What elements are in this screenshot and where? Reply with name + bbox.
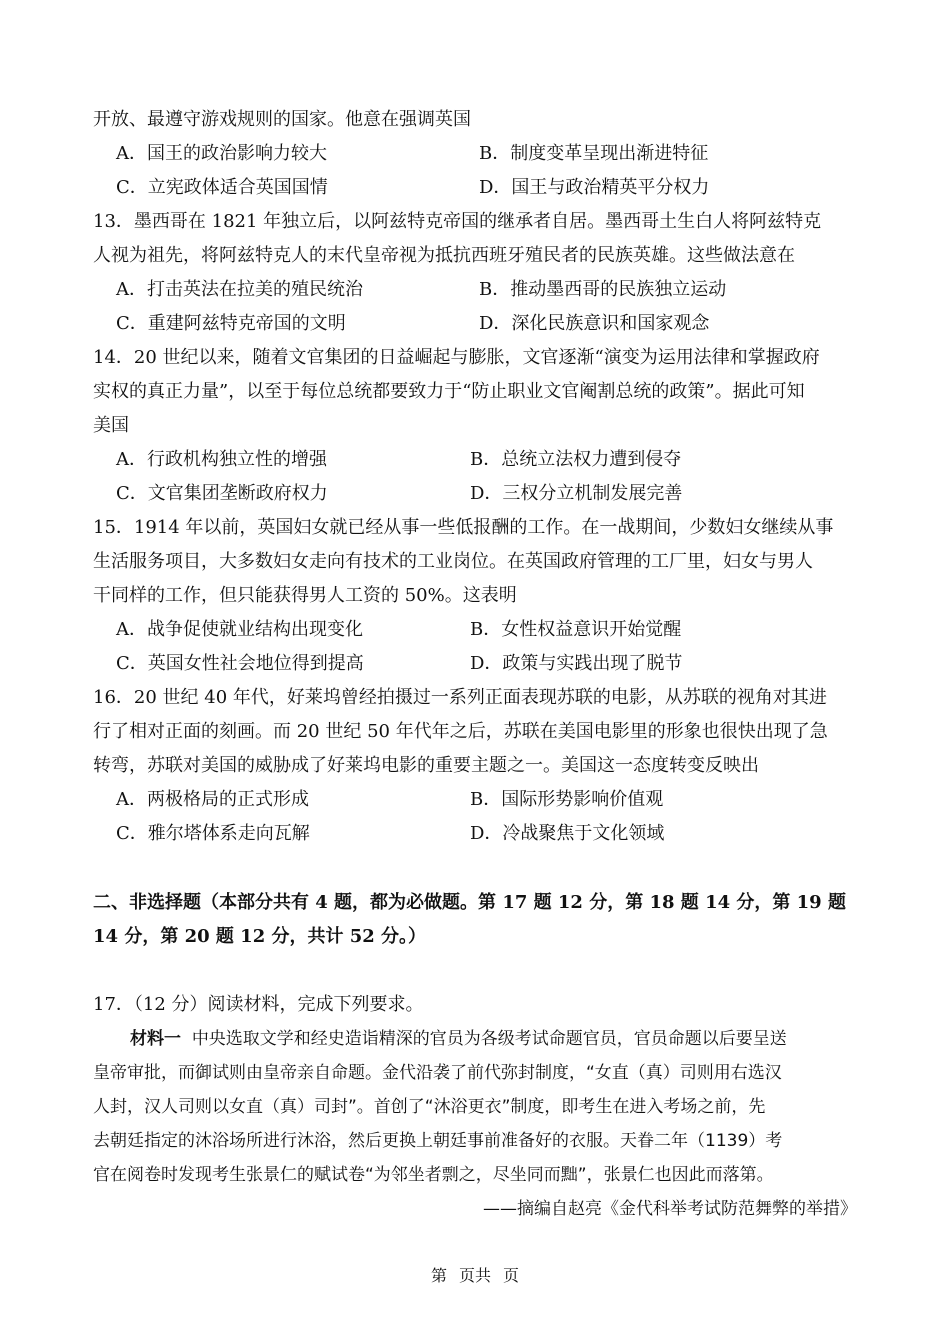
q13-stem-line2: 人视为祖先，将阿兹特克人的末代皇帝视为抵抗西班牙殖民者的民族英雄。这些做法意在 — [93, 245, 795, 266]
q16-option-c: C．雅尔塔体系走向瓦解 — [116, 823, 310, 844]
q13-option-d: D．深化民族意识和国家观念 — [479, 313, 710, 334]
section2-desc-line1: （本部分共有 4 题，都为必做题。第 17 题 12 分，第 18 题 14 分，第 19 题 — [201, 892, 846, 913]
q12-option-b: B．制度变革呈现出渐进特征 — [479, 143, 709, 164]
q13-option-b: B．推动墨西哥的民族独立运动 — [479, 279, 727, 300]
q15-option-d: D．政策与实践出现了脱节 — [470, 653, 683, 674]
q16-option-b: B．国际形势影响价值观 — [470, 789, 664, 810]
q17-material-text1: 中央选取文学和经史造诣精深的官员为各级考试命题官员，官员命题以后要呈送 — [191, 1029, 787, 1049]
page-footer — [0, 1266, 950, 1286]
q17-intro: 17．（12 分）阅读材料，完成下列要求。 — [93, 994, 424, 1015]
q12-option-c: C．立宪政体适合英国国情 — [116, 177, 328, 198]
q15-option-c: C．英国女性社会地位得到提高 — [116, 653, 364, 674]
footer-page-label: 第 — [430, 1266, 447, 1285]
q16-stem-line3: 转弯，苏联对美国的威胁成了好莱坞电影的重要主题之一。美国这一态度转变反映出 — [93, 755, 759, 776]
q16-option-a: A．两极格局的正式形成 — [116, 789, 309, 810]
q15-stem-line1: 15．1914 年以前，英国妇女就已经从事一些低报酬的工作。在一战期间，少数妇女继续从事 — [93, 517, 834, 538]
q12-option-d: D．国王与政治精英平分权力 — [479, 177, 710, 198]
q14-stem-line2: 实权的真正力量”，以至于每位总统都要致力于“防止职业文官阉割总统的政策”。据此可知 — [93, 381, 805, 402]
q17-material-line3: 人封，汉人司则以女直（真）司封”。首创了“沐浴更衣”制度，即考生在进入考场之前，先 — [93, 1097, 766, 1117]
q14-option-b: B．总统立法权力遭到侵夺 — [470, 449, 682, 470]
q13-stem-line1: 13．墨西哥在 1821 年独立后，以阿兹特克帝国的继承者自居。墨西哥土生白人将阿兹特克 — [93, 211, 822, 232]
footer-end-label: 页 — [503, 1266, 520, 1285]
q16-stem-line2: 行了相对正面的刻画。而 20 世纪 50 年代年之后，苏联在美国电影里的形象也很快出现了急 — [93, 721, 828, 742]
q15-stem-line3: 干同样的工作，但只能获得男人工资的 50%。这表明 — [93, 585, 517, 606]
q14-option-d: D．三权分立机制发展完善 — [470, 483, 683, 504]
q14-option-a: A．行政机构独立性的增强 — [116, 449, 327, 470]
q14-stem-line1: 14．20 世纪以来，随着文官集团的日益崛起与膨胀，文官逐渐“演变为运用法律和掌握政府 — [93, 347, 820, 368]
q17-material-line5: 官在阅卷时发现考生张景仁的赋试卷“为邻坐者剽之，尽坐同而黜”，张景仁也因此而落第。 — [93, 1165, 774, 1185]
q17-source: ——摘编自赵亮《金代科举考试防范舞弊的举措》 — [483, 1199, 857, 1219]
q12-option-a: A．国王的政治影响力较大 — [116, 143, 327, 164]
section2-heading — [93, 891, 846, 915]
q16-option-d: D．冷战聚焦于文化领域 — [470, 823, 665, 844]
section2-desc-line2: 14 分，第 20 题 12 分，共计 52 分。） — [93, 926, 427, 947]
q15-stem-line2: 生活服务项目，大多数妇女走向有技术的工业岗位。在英国政府管理的工厂里，妇女与男人 — [93, 551, 813, 572]
footer-total-label: 页共 — [458, 1266, 491, 1285]
q13-option-a: A．打击英法在拉美的殖民统治 — [116, 279, 363, 300]
q17-material-line2: 皇帝审批，而御试则由皇帝亲自命题。金代沿袭了前代弥封制度，“女直（真）司则用右选汉 — [93, 1063, 782, 1083]
q14-stem-line3: 美国 — [93, 415, 129, 436]
q13-option-c: C．重建阿兹特克帝国的文明 — [116, 313, 346, 334]
q17-material-label: 材料一 — [130, 1029, 181, 1049]
q14-option-c: C．文官集团垄断政府权力 — [116, 483, 328, 504]
section2-title: 二、非选择题 — [93, 892, 201, 913]
q17-material-line4: 去朝廷指定的沐浴场所进行沐浴，然后更换上朝廷事前准备好的衣服。天眷二年（1139）考 — [93, 1131, 783, 1151]
q15-option-b: B．女性权益意识开始觉醒 — [470, 619, 682, 640]
q16-stem-line1: 16．20 世纪 40 年代，好莱坞曾经拍摄过一系列正面表现苏联的电影，从苏联的视角对其进 — [93, 687, 827, 708]
q12-stem-tail: 开放、最遵守游戏规则的国家。他意在强调英国 — [93, 109, 471, 130]
q15-option-a: A．战争促使就业结构出现变化 — [116, 619, 363, 640]
q17-material-line1 — [130, 1027, 787, 1051]
